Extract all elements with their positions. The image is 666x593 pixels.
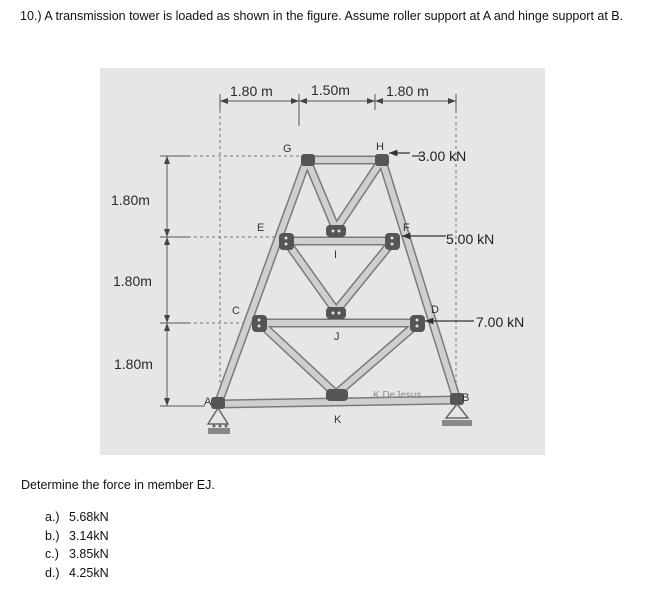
node-label-g: G xyxy=(283,143,292,155)
option-label: c.) xyxy=(45,547,59,561)
top-dimension-label: 1.80 m xyxy=(386,83,429,99)
top-dimension-label: 1.80 m xyxy=(230,83,273,99)
left-dimension-line xyxy=(160,156,205,406)
option-value: 4.25kN xyxy=(69,565,109,580)
answer-option[interactable] xyxy=(45,545,109,564)
option-label: a.) xyxy=(45,510,60,524)
node-label-h: H xyxy=(376,141,384,153)
gusset-plates xyxy=(211,154,464,409)
node-label-k: K xyxy=(334,414,342,426)
option-value: 3.85kN xyxy=(69,547,109,561)
watermark: K.DeJesus xyxy=(373,390,422,401)
node-label-j: J xyxy=(334,331,340,343)
left-dimension-label: 1.80m xyxy=(113,273,152,289)
hinge-support-b xyxy=(442,404,472,426)
load-label-d: 7.00 kN xyxy=(476,314,525,330)
option-value: 5.68kN xyxy=(69,510,109,524)
question-prompt: Determine the force in member EJ. xyxy=(21,478,215,492)
left-dimension-label: 1.80m xyxy=(114,356,153,372)
load-label-f: 5.00 kN xyxy=(446,231,495,247)
option-label: b.) xyxy=(45,528,60,543)
truss-members xyxy=(218,160,457,404)
node-label-e: E xyxy=(257,222,265,234)
node-label-f: F xyxy=(403,222,410,234)
roller-support-a xyxy=(208,408,230,434)
option-label: d.) xyxy=(45,565,60,580)
node-label-i: I xyxy=(334,249,338,261)
truss-figure xyxy=(100,68,545,455)
node-label-b: B xyxy=(462,392,470,404)
question-text: 10.) A transmission tower is loaded as shown in the figure. Assume roller support at A and hinge support at B. xyxy=(20,9,624,23)
node-label-a: A xyxy=(204,396,212,408)
left-dimension-label: 1.80m xyxy=(111,192,150,208)
answer-options xyxy=(45,508,109,582)
node-label-c: C xyxy=(232,305,240,317)
top-dimension-label: 1.50m xyxy=(311,82,350,98)
answer-option[interactable] xyxy=(45,508,109,527)
truss-diagram xyxy=(100,68,545,455)
node-label-d: D xyxy=(431,304,439,316)
answer-option[interactable] xyxy=(45,527,109,546)
option-value: 3.14kN xyxy=(69,528,109,543)
load-label-h: 3.00 kN xyxy=(418,148,467,164)
answer-option[interactable] xyxy=(45,564,109,583)
